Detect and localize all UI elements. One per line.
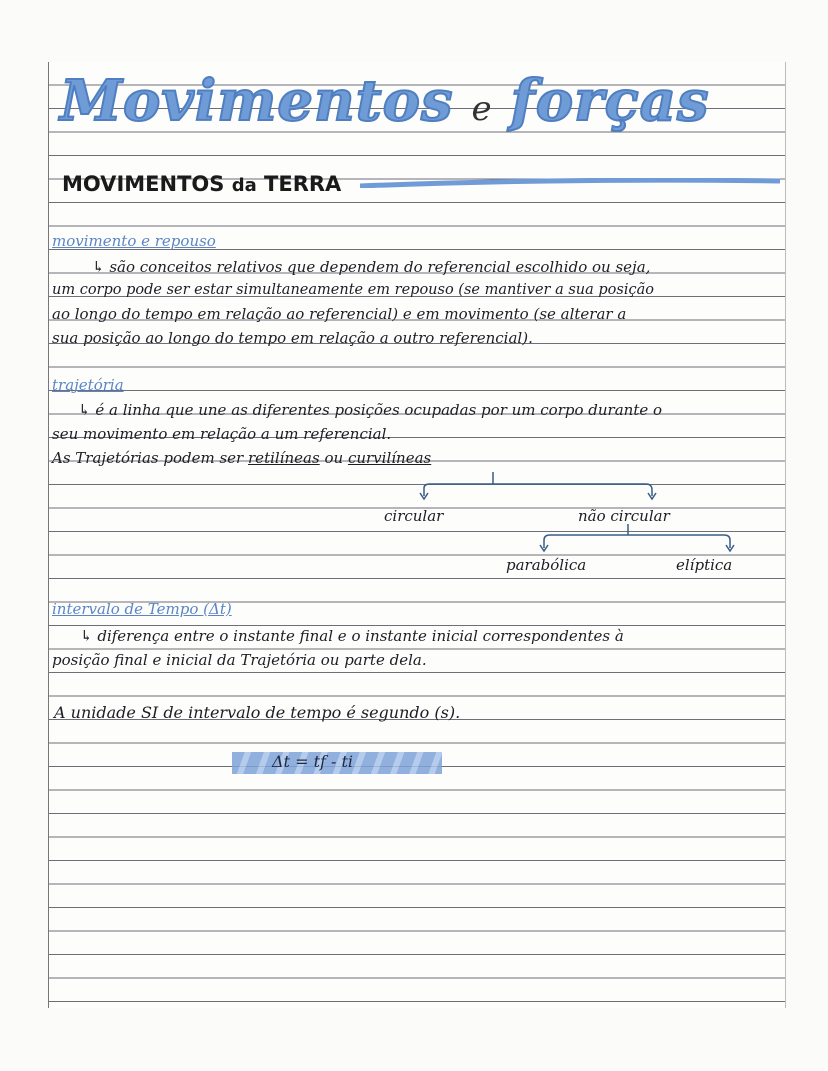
text-line: ↳ diferença entre o instante final e o instante inicial correspondentes à (80, 627, 624, 645)
formula-delta-t: Δt = tf - ti (272, 752, 354, 771)
or-word: ou (324, 449, 344, 467)
type-curvilineas: curvilíneas (347, 449, 432, 467)
text-line: ao longo do tempo em relação ao referencial) e em movimento (se alterar a (52, 305, 627, 323)
title-word-movimentos: Movimentos (60, 68, 454, 134)
types-prefix: As Trajetórias podem ser (52, 449, 244, 467)
text-line: sua posição ao longo do tempo em relação a outro referencial). (52, 329, 533, 347)
node-circular: circular (384, 507, 444, 525)
text-line: seu movimento em relação a um referencial. (52, 425, 392, 443)
text-line: ↳ é a linha que une as diferentes posições ocupadas por um corpo durante o (78, 401, 663, 419)
heading-word-2: da (231, 175, 257, 196)
text-unit: A unidade SI de intervalo de tempo é segundo (s). (54, 703, 461, 722)
text-line: um corpo pode ser estar simultaneamente em repouso (se mantiver a sua posição (52, 282, 654, 298)
title-ampersand: e (471, 89, 493, 129)
node-eliptica: elíptica (676, 556, 733, 574)
subheading-movimento: movimento e repouso (52, 232, 216, 250)
node-nao-circular: não circular (578, 507, 670, 525)
heading-word-1: MOVIMENTOS (62, 172, 225, 196)
text-line: ↳ são conceitos relativos que dependem do referencial escolhido ou seja, (92, 258, 651, 276)
node-parabolica: parabólica (506, 556, 587, 574)
type-retilineas: retilíneas (248, 449, 320, 467)
subheading-intervalo: intervalo de Tempo (Δt) (52, 600, 232, 618)
text-line: posição final e inicial da Trajetória ou parte dela. (52, 651, 427, 669)
heading-word-3: TERRA (264, 172, 342, 196)
title-word-forcas: forças (510, 68, 710, 134)
subheading-trajetoria: trajetória (52, 376, 124, 394)
